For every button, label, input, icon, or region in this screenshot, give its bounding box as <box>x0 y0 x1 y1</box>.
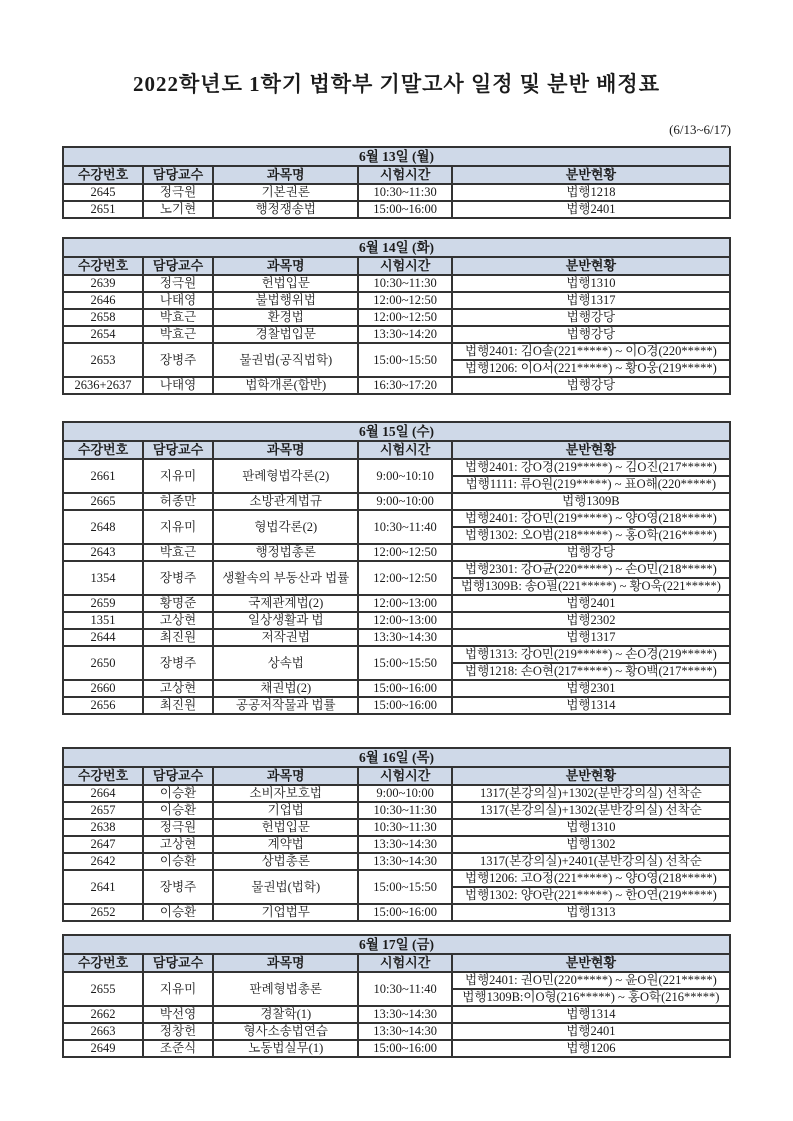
course-row <box>63 629 730 646</box>
subject-cell: 행정쟁송법 <box>213 201 358 218</box>
course-number-cell: 1354 <box>63 561 143 595</box>
course-row <box>63 785 730 802</box>
subject-cell: 판례형법각론(2) <box>213 459 358 493</box>
table-date-row <box>63 147 730 166</box>
exam-time-cell: 10:30~11:30 <box>358 802 451 819</box>
subject-cell: 생활속의 부동산과 법률 <box>213 561 358 595</box>
exam-schedule-table <box>62 421 731 715</box>
exam-time-cell: 15:00~15:50 <box>358 343 451 377</box>
column-header-subject: 과목명 <box>213 441 358 459</box>
exam-schedule-table <box>62 146 731 219</box>
professor-cell: 장병주 <box>143 343 213 377</box>
course-number-cell: 2653 <box>63 343 143 377</box>
professor-cell: 장병주 <box>143 646 213 680</box>
professor-cell: 이승환 <box>143 785 213 802</box>
course-row <box>63 1023 730 1040</box>
section-cell: 법행1309B: 송O필(221*****) ~ 황O욱(221*****) <box>452 578 730 595</box>
course-number-cell: 2648 <box>63 510 143 544</box>
table-date-header: 6월 14일 (화) <box>63 238 730 257</box>
exam-time-cell: 15:00~15:50 <box>358 870 451 904</box>
course-number-cell: 2654 <box>63 326 143 343</box>
course-row <box>63 326 730 343</box>
subject-cell: 상속법 <box>213 646 358 680</box>
exam-time-cell: 13:30~14:30 <box>358 836 451 853</box>
subject-cell: 물권법(법학) <box>213 870 358 904</box>
professor-cell: 장병주 <box>143 870 213 904</box>
column-header-time: 시험시간 <box>358 166 451 184</box>
exam-time-cell: 10:30~11:30 <box>358 184 451 201</box>
course-row <box>63 1040 730 1057</box>
professor-cell: 이승환 <box>143 802 213 819</box>
column-header-sections: 분반현황 <box>452 441 730 459</box>
professor-cell: 최진원 <box>143 697 213 714</box>
subject-cell: 노동법실무(1) <box>213 1040 358 1057</box>
course-number-cell: 2641 <box>63 870 143 904</box>
date-range-label: (6/13~6/17) <box>669 122 731 137</box>
exam-time-cell: 12:00~13:00 <box>358 612 451 629</box>
table-date-header: 6월 15일 (수) <box>63 422 730 441</box>
subject-cell: 경찰학(1) <box>213 1006 358 1023</box>
exam-schedule-table <box>62 237 731 395</box>
subject-cell: 기본권론 <box>213 184 358 201</box>
subject-cell: 공공저작물과 법률 <box>213 697 358 714</box>
column-header-row <box>63 441 730 459</box>
professor-cell: 정극원 <box>143 275 213 292</box>
section-cell: 법행1309B <box>452 493 730 510</box>
course-number-cell: 2659 <box>63 595 143 612</box>
professor-cell: 이승환 <box>143 904 213 921</box>
course-number-cell: 2663 <box>63 1023 143 1040</box>
section-cell: 법행1302: 양O란(221*****) ~ 한O연(219*****) <box>452 887 730 904</box>
column-header-row <box>63 166 730 184</box>
subject-cell: 환경법 <box>213 309 358 326</box>
exam-time-cell: 15:00~16:00 <box>358 1040 451 1057</box>
course-number-cell: 2643 <box>63 544 143 561</box>
column-header-row <box>63 257 730 275</box>
course-row <box>63 836 730 853</box>
section-cell: 법행1314 <box>452 697 730 714</box>
section-cell: 법행1309B:이O형(216*****) ~ 홍O학(216*****) <box>452 989 730 1006</box>
exam-time-cell: 10:30~11:40 <box>358 972 451 1006</box>
professor-cell: 박선영 <box>143 1006 213 1023</box>
section-cell: 법행1317 <box>452 292 730 309</box>
section-cell: 1317(본강의실)+1302(분반강의실) 선착순 <box>452 802 730 819</box>
course-number-cell: 2651 <box>63 201 143 218</box>
professor-cell: 고상현 <box>143 612 213 629</box>
course-number-cell: 2650 <box>63 646 143 680</box>
exam-time-cell: 13:30~14:30 <box>358 629 451 646</box>
subject-cell: 경찰법입문 <box>213 326 358 343</box>
column-header-time: 시험시간 <box>358 257 451 275</box>
column-header-sections: 분반현황 <box>452 166 730 184</box>
table-date-row <box>63 238 730 257</box>
course-number-cell: 2638 <box>63 819 143 836</box>
exam-time-cell: 13:30~14:20 <box>358 326 451 343</box>
subject-cell: 판례형법총론 <box>213 972 358 1006</box>
professor-cell: 박효근 <box>143 309 213 326</box>
exam-time-cell: 12:00~12:50 <box>358 544 451 561</box>
column-header-professor: 담당교수 <box>143 441 213 459</box>
subject-cell: 소방관계법규 <box>213 493 358 510</box>
exam-schedule-table <box>62 934 731 1058</box>
section-cell: 법행2401: 강O경(219*****) ~ 김O진(217*****) <box>452 459 730 476</box>
table-date-header: 6월 13일 (월) <box>63 147 730 166</box>
professor-cell: 정극원 <box>143 184 213 201</box>
section-cell: 법행2301: 강O균(220*****) ~ 손O민(218*****) <box>452 561 730 578</box>
subject-cell: 행정법총론 <box>213 544 358 561</box>
professor-cell: 최진원 <box>143 629 213 646</box>
exam-time-cell: 9:00~10:00 <box>358 493 451 510</box>
course-number-cell: 2660 <box>63 680 143 697</box>
exam-time-cell: 10:30~11:30 <box>358 819 451 836</box>
subject-cell: 형사소송법연습 <box>213 1023 358 1040</box>
course-row <box>63 343 730 360</box>
subject-cell: 헌법입문 <box>213 275 358 292</box>
professor-cell: 박효근 <box>143 326 213 343</box>
course-row <box>63 1006 730 1023</box>
exam-time-cell: 15:00~16:00 <box>358 904 451 921</box>
course-number-cell: 2645 <box>63 184 143 201</box>
section-cell: 법행1111: 류O원(219*****) ~ 표O해(220*****) <box>452 476 730 493</box>
section-cell: 법행2302 <box>452 612 730 629</box>
exam-time-cell: 10:30~11:30 <box>358 275 451 292</box>
section-cell: 법행2401: 강O민(219*****) ~ 양O영(218*****) <box>452 510 730 527</box>
subject-cell: 기업법 <box>213 802 358 819</box>
section-cell: 법행1310 <box>452 275 730 292</box>
section-cell: 법행1206: 고O정(221*****) ~ 양O영(218*****) <box>452 870 730 887</box>
section-cell: 법행2301 <box>452 680 730 697</box>
column-header-professor: 담당교수 <box>143 166 213 184</box>
course-number-cell: 2649 <box>63 1040 143 1057</box>
section-cell: 법행1218: 손O현(217*****) ~ 황O백(217*****) <box>452 663 730 680</box>
course-row <box>63 972 730 989</box>
course-row <box>63 184 730 201</box>
course-number-cell: 2644 <box>63 629 143 646</box>
column-header-time: 시험시간 <box>358 954 451 972</box>
column-header-sections: 분반현황 <box>452 257 730 275</box>
professor-cell: 고상현 <box>143 680 213 697</box>
section-cell: 법행1206: 이O서(221*****) ~ 황O웅(219*****) <box>452 360 730 377</box>
section-cell: 법행강당 <box>452 309 730 326</box>
column-header-course-no: 수강번호 <box>63 954 143 972</box>
course-row <box>63 853 730 870</box>
subject-cell: 소비자보호법 <box>213 785 358 802</box>
exam-time-cell: 10:30~11:40 <box>358 510 451 544</box>
subject-cell: 물권법(공직법학) <box>213 343 358 377</box>
course-row <box>63 904 730 921</box>
exam-time-cell: 9:00~10:10 <box>358 459 451 493</box>
subject-cell: 기업법무 <box>213 904 358 921</box>
exam-time-cell: 16:30~17:20 <box>358 377 451 394</box>
column-header-subject: 과목명 <box>213 767 358 785</box>
column-header-course-no: 수강번호 <box>63 166 143 184</box>
column-header-subject: 과목명 <box>213 954 358 972</box>
course-number-cell: 2655 <box>63 972 143 1006</box>
course-number-cell: 2647 <box>63 836 143 853</box>
column-header-subject: 과목명 <box>213 166 358 184</box>
subject-cell: 불법행위법 <box>213 292 358 309</box>
course-number-cell: 2656 <box>63 697 143 714</box>
exam-schedule-table <box>62 747 731 922</box>
course-row <box>63 292 730 309</box>
course-number-cell: 2646 <box>63 292 143 309</box>
section-cell: 법행강당 <box>452 326 730 343</box>
professor-cell: 노기현 <box>143 201 213 218</box>
column-header-professor: 담당교수 <box>143 767 213 785</box>
exam-time-cell: 13:30~14:30 <box>358 1006 451 1023</box>
professor-cell: 허종만 <box>143 493 213 510</box>
section-cell: 법행1313 <box>452 904 730 921</box>
exam-time-cell: 13:30~14:30 <box>358 1023 451 1040</box>
professor-cell: 지유미 <box>143 459 213 493</box>
section-cell: 법행강당 <box>452 544 730 561</box>
table-date-row <box>63 935 730 954</box>
course-number-cell: 1351 <box>63 612 143 629</box>
column-header-sections: 분반현황 <box>452 767 730 785</box>
section-cell: 법행강당 <box>452 377 730 394</box>
course-number-cell: 2639 <box>63 275 143 292</box>
section-cell: 법행2401 <box>452 595 730 612</box>
column-header-row <box>63 954 730 972</box>
column-header-time: 시험시간 <box>358 767 451 785</box>
professor-cell: 나태영 <box>143 292 213 309</box>
subject-cell: 채권법(2) <box>213 680 358 697</box>
subject-cell: 저작권법 <box>213 629 358 646</box>
column-header-row <box>63 767 730 785</box>
section-cell: 법행2401 <box>452 1023 730 1040</box>
column-header-course-no: 수강번호 <box>63 441 143 459</box>
column-header-course-no: 수강번호 <box>63 767 143 785</box>
professor-cell: 이승환 <box>143 853 213 870</box>
table-date-header: 6월 17일 (금) <box>63 935 730 954</box>
exam-time-cell: 12:00~13:00 <box>358 595 451 612</box>
exam-time-cell: 15:00~16:00 <box>358 697 451 714</box>
section-cell: 법행2401 <box>452 201 730 218</box>
professor-cell: 정극원 <box>143 819 213 836</box>
course-row <box>63 680 730 697</box>
course-row <box>63 377 730 394</box>
exam-time-cell: 12:00~12:50 <box>358 292 451 309</box>
course-row <box>63 595 730 612</box>
professor-cell: 나태영 <box>143 377 213 394</box>
course-number-cell: 2642 <box>63 853 143 870</box>
course-number-cell: 2661 <box>63 459 143 493</box>
section-cell: 법행1302: 오O범(218*****) ~ 홍O학(216*****) <box>452 527 730 544</box>
section-cell: 법행1206 <box>452 1040 730 1057</box>
page-title: 2022학년도 1학기 법학부 기말고사 일정 및 분반 배정표 <box>133 72 660 96</box>
professor-cell: 박효근 <box>143 544 213 561</box>
professor-cell: 장병주 <box>143 561 213 595</box>
subject-cell: 형법각론(2) <box>213 510 358 544</box>
course-row <box>63 459 730 476</box>
course-row <box>63 819 730 836</box>
professor-cell: 조준식 <box>143 1040 213 1057</box>
column-header-sections: 분반현황 <box>452 954 730 972</box>
column-header-course-no: 수강번호 <box>63 257 143 275</box>
column-header-subject: 과목명 <box>213 257 358 275</box>
section-cell: 법행2401: 권O민(220*****) ~ 윤O원(221*****) <box>452 972 730 989</box>
exam-time-cell: 15:00~16:00 <box>358 680 451 697</box>
table-date-row <box>63 422 730 441</box>
course-number-cell: 2665 <box>63 493 143 510</box>
course-number-cell: 2657 <box>63 802 143 819</box>
professor-cell: 정창헌 <box>143 1023 213 1040</box>
section-cell: 1317(본강의실)+2401(분반강의실) 선착순 <box>452 853 730 870</box>
subject-cell: 국제관계법(2) <box>213 595 358 612</box>
course-row <box>63 612 730 629</box>
course-row <box>63 493 730 510</box>
course-number-cell: 2664 <box>63 785 143 802</box>
course-number-cell: 2652 <box>63 904 143 921</box>
section-cell: 법행2401: 김O솔(221*****) ~ 이O경(220*****) <box>452 343 730 360</box>
subject-cell: 법학개론(합반) <box>213 377 358 394</box>
course-row <box>63 275 730 292</box>
course-number-cell: 2636+2637 <box>63 377 143 394</box>
exam-time-cell: 12:00~12:50 <box>358 309 451 326</box>
column-header-time: 시험시간 <box>358 441 451 459</box>
course-number-cell: 2662 <box>63 1006 143 1023</box>
course-row <box>63 561 730 578</box>
column-header-professor: 담당교수 <box>143 257 213 275</box>
exam-time-cell: 15:00~15:50 <box>358 646 451 680</box>
exam-time-cell: 9:00~10:00 <box>358 785 451 802</box>
exam-time-cell: 15:00~16:00 <box>358 201 451 218</box>
section-cell: 법행1314 <box>452 1006 730 1023</box>
section-cell: 법행1313: 강O민(219*****) ~ 손O경(219*****) <box>452 646 730 663</box>
professor-cell: 지유미 <box>143 972 213 1006</box>
professor-cell: 고상현 <box>143 836 213 853</box>
subject-cell: 일상생활과 법 <box>213 612 358 629</box>
table-date-row <box>63 748 730 767</box>
professor-cell: 황명준 <box>143 595 213 612</box>
subject-cell: 계약법 <box>213 836 358 853</box>
course-row <box>63 697 730 714</box>
course-row <box>63 802 730 819</box>
schedule-tables <box>62 146 731 1058</box>
section-cell: 법행1302 <box>452 836 730 853</box>
subject-cell: 헌법입문 <box>213 819 358 836</box>
course-row <box>63 544 730 561</box>
course-row <box>63 309 730 326</box>
exam-time-cell: 13:30~14:30 <box>358 853 451 870</box>
section-cell: 법행1218 <box>452 184 730 201</box>
professor-cell: 지유미 <box>143 510 213 544</box>
subject-cell: 상법총론 <box>213 853 358 870</box>
course-row <box>63 201 730 218</box>
section-cell: 법행1317 <box>452 629 730 646</box>
course-number-cell: 2658 <box>63 309 143 326</box>
course-row <box>63 646 730 663</box>
column-header-professor: 담당교수 <box>143 954 213 972</box>
course-row <box>63 510 730 527</box>
section-cell: 1317(본강의실)+1302(분반강의실) 선착순 <box>452 785 730 802</box>
course-row <box>63 870 730 887</box>
exam-time-cell: 12:00~12:50 <box>358 561 451 595</box>
table-date-header: 6월 16일 (목) <box>63 748 730 767</box>
section-cell: 법행1310 <box>452 819 730 836</box>
